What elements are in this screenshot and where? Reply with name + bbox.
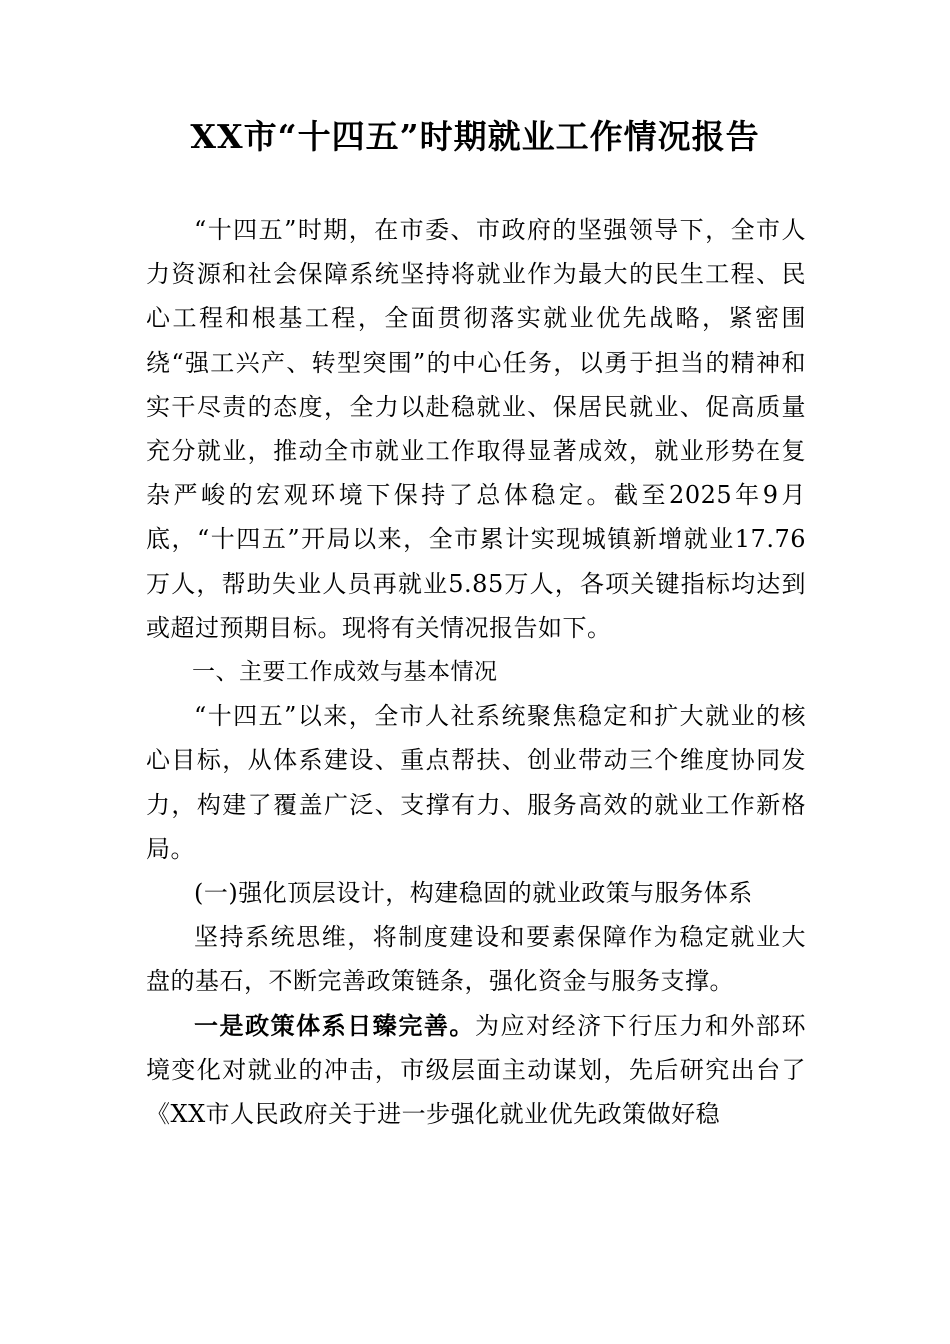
point-1-paragraph xyxy=(146,1004,806,1137)
section-1-heading: 一、主要工作成效与基本情况 xyxy=(192,659,498,686)
point-1-lead: 一是政策体系日臻完善。 xyxy=(194,1011,475,1040)
intro-paragraph: “十四五”时期，在市委、市政府的坚强领导下，全市人力资源和社会保障系统坚持将就业作为最大的民生工程、民心工程和根基工程，全面贯彻落实就业优先战略，紧密围绕“强工兴产、转型突围”的中心任务，以勇于担当的精神和实干尽责的态度，全力以赴稳就业、保居民就业、促高质量充分就业，推动全市就业工作取得显著成效，就业形势在复杂严峻的宏观环境下保持了总体稳定。截至2025年9月底，“十四五”开局以来，全市累计实现城镇新增就业17.76万人，帮助失业人员再就业5.85万人，各项关键指标均达到或超过预期目标。现将有关情况报告如下。 xyxy=(146,216,806,642)
document-title: XX市“十四五”时期就业工作情况报告 xyxy=(190,117,760,156)
subsection-1-heading: (一)强化顶层设计，构建稳固的就业政策与服务体系 xyxy=(194,879,753,908)
subsection-1-intro-paragraph: 坚持系统思维，将制度建设和要素保障作为稳定就业大盘的基石，不断完善政策链条，强化资金与服务支撑。 xyxy=(146,923,806,996)
section-1-intro-paragraph: “十四五”以来，全市人社系统聚焦稳定和扩大就业的核心目标，从体系建设、重点帮扶、创业带动三个维度协同发力，构建了覆盖广泛、支撑有力、服务高效的就业工作新格局。 xyxy=(146,702,806,863)
document-body xyxy=(146,208,806,1136)
point-1-text: 为应对经济下行压力和外部环境变化对就业的冲击，市级层面主动谋划，先后研究出台了《XX市人民政府关于进一步强化就业优先政策做好稳 xyxy=(146,1011,807,1129)
